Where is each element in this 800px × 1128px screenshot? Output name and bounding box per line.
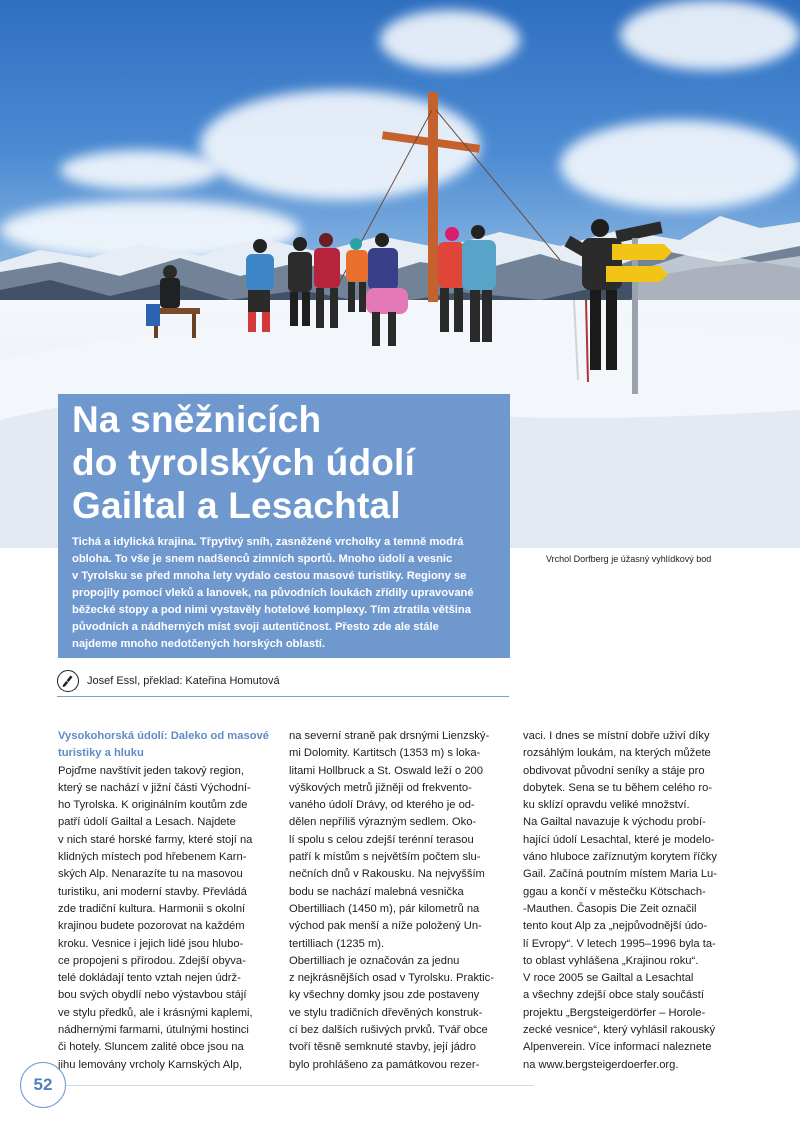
text-line: dobytek. Sena se tu během celého ro-: [523, 781, 713, 794]
text-line: bou svých obydlí nebo výstavbou stájí: [58, 989, 247, 1002]
text-line: vaného údolí Drávy, od kterého je od-: [289, 799, 475, 812]
text-line: obdivovat původní seníky a stáje pro: [523, 764, 705, 777]
title-box: [58, 394, 510, 658]
text-line: rozsáhlým loukám, na kterých můžete: [523, 747, 711, 760]
section-subheading: turistiky a hluku: [58, 747, 144, 760]
author-credit: Josef Essl, překlad: Kateřina Homutová: [87, 675, 280, 687]
text-line: turistiku, ani moderní stavby. Převládá: [58, 885, 247, 898]
text-line: bylo prohlášeno za památkovou rezer-: [289, 1058, 480, 1071]
text-line: lí Evropy“. V letech 1995–1996 byla ta-: [523, 937, 716, 950]
text-line: váno hluboce zaříznutým korytem říčky: [523, 851, 717, 864]
text-line: bodu se nachází malebná vesnička: [289, 885, 464, 898]
lead-line: obloha. To vše je snem nadšenců zimních sportů. Mnoho údolí a vesnic: [72, 553, 453, 565]
text-line: Pojďme navštívit jeden takový region,: [58, 764, 244, 777]
text-line: to oblast vyhlášena „Krajinou roku“.: [523, 954, 699, 967]
lead-line: propojily pomocí vleků a lanovek, na původních loukách zřídily upravované: [72, 587, 474, 599]
text-line: Gail. Začíná poutním místem Maria Lu-: [523, 868, 717, 881]
text-line: zde tradiční kultura. Harmonii s okolní: [58, 902, 246, 915]
lead-line: Tichá a idylická krajina. Třpytivý sníh, zasněžené vrcholky a temně modrá: [72, 536, 464, 548]
text-line: patří údolí Gailtal a Lesach. Najdete: [58, 816, 236, 829]
text-line: který se nachází v jižní části Východní-: [58, 781, 251, 794]
text-line: ve stylu předků, ale i krásnými kaplemi,: [58, 1006, 253, 1019]
text-line: ku sklízí opravdu veliké množství.: [523, 799, 690, 812]
text-line: lí spolu s celou zdejší terénní terasou: [289, 833, 474, 846]
text-line: východ pak menší a níže položený Un-: [289, 920, 482, 933]
text-line: projektu „Bergsteigerdörfer – Horole-: [523, 1006, 706, 1019]
text-line: či hotely. Sluncem zalité obce jsou na: [58, 1041, 244, 1054]
article-title: [72, 398, 415, 527]
text-line: ských Alp. Nenarazíte tu na masovou: [58, 868, 243, 881]
text-line: v nich staré horské farmy, které stojí na: [58, 833, 253, 846]
text-line: nádhernými farmami, útulnými hostinci: [58, 1024, 249, 1037]
text-line: mi Dolomity. Kartitsch (1353 m) s loka-: [289, 747, 481, 760]
body-paragraph: [523, 728, 743, 1074]
text-line: kroku. Vesnice i jejich lidé jsou hlubo-: [58, 937, 244, 950]
text-line: krajinou budete pozorovat na každém: [58, 920, 245, 933]
page-number: 52: [20, 1062, 66, 1108]
text-line: telé dokládají tento vztah nejen údrž-: [58, 972, 241, 985]
lead-line: najdeme mnoho nedotčených horských oblastí.: [72, 638, 326, 650]
divider: [57, 696, 509, 697]
text-line: zecké vesnice“, který vyhlásil rakouský: [523, 1024, 716, 1037]
text-line: klidných místech pod hřebenem Karn-: [58, 851, 247, 864]
text-line: ce propojeni s přírodou. Zdejší obyva-: [58, 954, 246, 967]
text-column-2: [289, 728, 509, 1074]
text-line: na www.bergsteigerdoerfer.org.: [523, 1058, 679, 1071]
body-paragraph: [58, 763, 278, 1074]
text-line: V roce 2005 se Gailtal a Lesachtal: [523, 972, 694, 985]
text-line: cí bez dalších rušivých prvků. Tvář obce: [289, 1024, 488, 1037]
text-line: litami Hollbruck a St. Oswald leží o 200: [289, 764, 483, 777]
bench-icon: [146, 265, 200, 338]
text-line: vaci. I dnes se místní dobře uživí díky: [523, 730, 710, 742]
text-line: -Mauthen. Časopis Die Zeit označil: [523, 902, 697, 915]
lead-line: původních a nádherných míst svoji autentičnost. Přesto zde ale stále: [72, 621, 439, 633]
text-column-3: [523, 728, 743, 1074]
text-line: Obertilliach je označován za jednu: [289, 954, 460, 967]
text-line: tertilliach (1235 m).: [289, 937, 385, 950]
text-line: nečních dnů v Rakousku. Na nejvyšším: [289, 868, 485, 881]
title-line: do tyrolských údolí: [72, 442, 416, 483]
text-line: tento kout Alp za „nejpůvodnější údo-: [523, 920, 708, 933]
text-line: dělen nepříliš výrazným sedlem. Oko-: [289, 816, 477, 829]
lead-line: v Tyrolsku se před mnoha lety vydalo cestou masové turistiky. Regiony se: [72, 570, 467, 582]
text-line: Alpenverein. Více informací naleznete: [523, 1041, 712, 1054]
footer-divider: [64, 1085, 534, 1086]
text-line: na severní straně pak drsnými Lienzský-: [289, 730, 490, 742]
body-paragraph: [289, 728, 509, 1074]
pen-icon: [57, 670, 79, 692]
photo-caption: Vrchol Dorfberg je úžasný vyhlídkový bod: [546, 554, 712, 564]
title-line: Gailtal a Lesachtal: [72, 485, 401, 526]
byline: [57, 670, 517, 698]
text-line: jihu lemovány vrcholy Karnských Alp,: [58, 1058, 243, 1071]
text-line: ggau a končí v městečku Kötschach-: [523, 885, 706, 898]
text-line: tvoří těsně semknuté stavby, její jádro: [289, 1041, 476, 1054]
text-line: ho Tyrolska. K originálním koutům zde: [58, 799, 248, 812]
title-line: Na sněžnicích: [72, 399, 322, 440]
text-line: z nejkrásnějších osad v Tyrolsku. Praktic-: [289, 972, 494, 985]
text-line: ve stylu tradičních dřevěných konstruk-: [289, 1006, 483, 1019]
text-line: hající údolí Lesachtal, které je modelo-: [523, 833, 715, 846]
section-subheading: Vysokohorská údolí: Daleko od masové: [58, 730, 269, 742]
lead-line: běžecké stopy a pod nimi vystavěly hotelové komplexy. Tím ztratila většina: [72, 604, 471, 616]
text-column-1: [58, 728, 278, 1074]
text-line: Na Gailtal navazuje k východu probí-: [523, 816, 706, 829]
text-line: ky všechny domky jsou zde postaveny: [289, 989, 480, 1002]
text-line: výškových metrů jižněji od frekvento-: [289, 781, 472, 794]
lead-paragraph: [72, 534, 500, 653]
text-line: Obertilliach (1450 m), pár kilometrů na: [289, 902, 480, 915]
text-line: patří k místům s největším počtem slu-: [289, 851, 481, 864]
text-line: a všechny zdejší obce staly součástí: [523, 989, 704, 1002]
